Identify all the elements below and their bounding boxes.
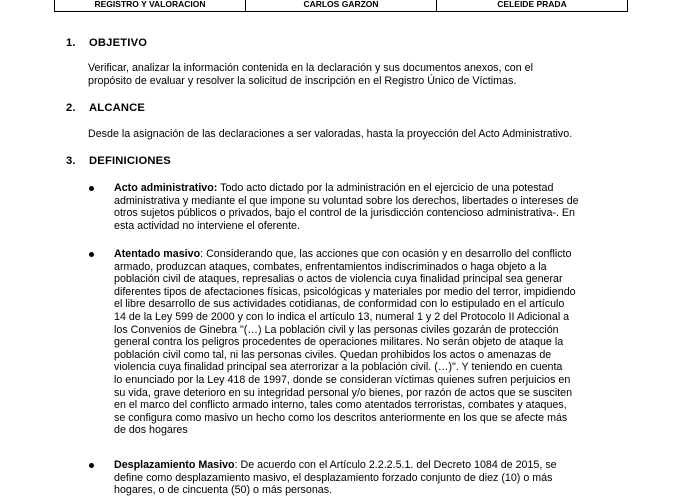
definition-line: se configura como masivo un hecho como los descritos anteriormente en los que se afecte más: [114, 411, 568, 424]
definition-term: Acto administrativo:: [114, 182, 218, 194]
definition-item: [114, 182, 611, 232]
definition-first-line: [114, 459, 611, 472]
bullet-icon: [89, 252, 94, 257]
definition-line: los Convenios de Ginebra "(…) La población civil y las personas civiles gozarán de protección: [114, 323, 559, 336]
definition-line: define como desplazamiento masivo, el desplazamiento forzado conjunto de diez (10) o más: [114, 471, 553, 484]
definition-line: lo enunciado por la Ley 418 de 1997, donde se consideran víctimas quienes sufren perjuicios en: [114, 373, 571, 386]
header-text: CELEIDE PRADA: [497, 0, 567, 9]
definition-first-line: [114, 182, 611, 195]
definition-term: Desplazamiento Masivo: [114, 459, 235, 471]
bullet-icon: [89, 186, 94, 191]
definition-text: : Considerando que, las acciones que con ocasión y en desarrollo del conflicto: [200, 248, 572, 260]
definition-line: en el marco del conflicto armado interno, tales como atentados terroristas, combates y ataques,: [114, 399, 567, 412]
definition-item: [114, 459, 611, 497]
definition-line: administrativa y mediante el que impone su voluntad sobre los derechos, libertades o intereses de: [114, 194, 579, 207]
definition-item: [114, 248, 611, 437]
header-cell: [55, 0, 246, 11]
definition-line: su vida, grave deterioro en su integridad personal y/o bienes, por razón de actos que se susciten: [114, 386, 573, 399]
header-cell: [246, 0, 437, 11]
definition-line: hogares, o de cincuenta (50) o más personas.: [114, 484, 333, 497]
paragraph-line: Verificar, analizar la información contenida en la declaración y sus documentos anexos, con el: [88, 62, 533, 74]
header-table: [54, 0, 628, 12]
section-title: OBJETIVO: [89, 37, 148, 49]
paragraph-line: propósito de evaluar y resolver la solicitud de inscripción en el Registro Único de Víctimas.: [88, 74, 517, 87]
definition-line: diferentes tipos de afectaciones físicas, psicológicas y materiales por medio del terror, impidiendo: [114, 285, 576, 298]
definition-line: el libre desarrollo de sus actividades cotidianas, de conformidad con lo estipulado en el artículo: [114, 298, 565, 311]
section-paragraph-alcance: [88, 128, 608, 141]
header-text: CARLOS GARZON: [303, 0, 379, 9]
definition-line: violencia cuya finalidad principal sea aterrorizar a la población civil. (…)". Y teniendo en cuenta: [114, 361, 563, 374]
definition-line: 14 de la Ley 599 de 2000 y con lo indica el artículo 13, numeral 1 y 2 del Protocolo II Adicional a: [114, 310, 570, 323]
bullet-icon: [89, 463, 94, 468]
definition-text: : De acuerdo con el Artículo 2.2.2.5.1. del Decreto 1084 de 2015, se: [234, 459, 557, 471]
definition-line: de dos hogares: [114, 424, 188, 437]
definition-line: población civil de ataques, represalias o actos de violencia cuya finalidad principal sea generar: [114, 273, 563, 286]
section-paragraph-objetivo: [88, 62, 608, 87]
section-number: 2.: [66, 102, 76, 114]
paragraph-line: Desde la asignación de las declaraciones a ser valoradas, hasta la proyección del Acto Administrativo.: [88, 128, 573, 140]
definition-text: Todo acto dictado por la administración en el ejercicio de una potestad: [217, 182, 554, 194]
definition-term: Atentado masivo: [114, 248, 201, 260]
header-text: REGISTRO Y VALORACION: [94, 0, 206, 9]
definition-line: armado, produzcan ataques, combates, enfrentamientos indiscriminados o haga objeto a la: [114, 260, 547, 273]
definition-line: esta actividad no interviene el oferente.: [114, 219, 300, 232]
definition-line: otros sujetos públicos o privados, bajo el control de la jurisdicción contencioso administrativa-. En: [114, 207, 575, 220]
definition-line: general contra los peligros procedentes de operaciones militares. No serán objeto de ataque la: [114, 336, 564, 349]
section-title: ALCANCE: [89, 102, 146, 114]
section-number: 3.: [66, 155, 76, 167]
section-number: 1.: [66, 37, 76, 49]
section-title: DEFINICIONES: [89, 155, 171, 167]
header-cell: [437, 0, 627, 11]
definition-first-line: [114, 248, 611, 261]
definition-line: población civil como tal, ni las personas civiles. Quedan prohibidos los actos o amenazas de: [114, 348, 552, 361]
